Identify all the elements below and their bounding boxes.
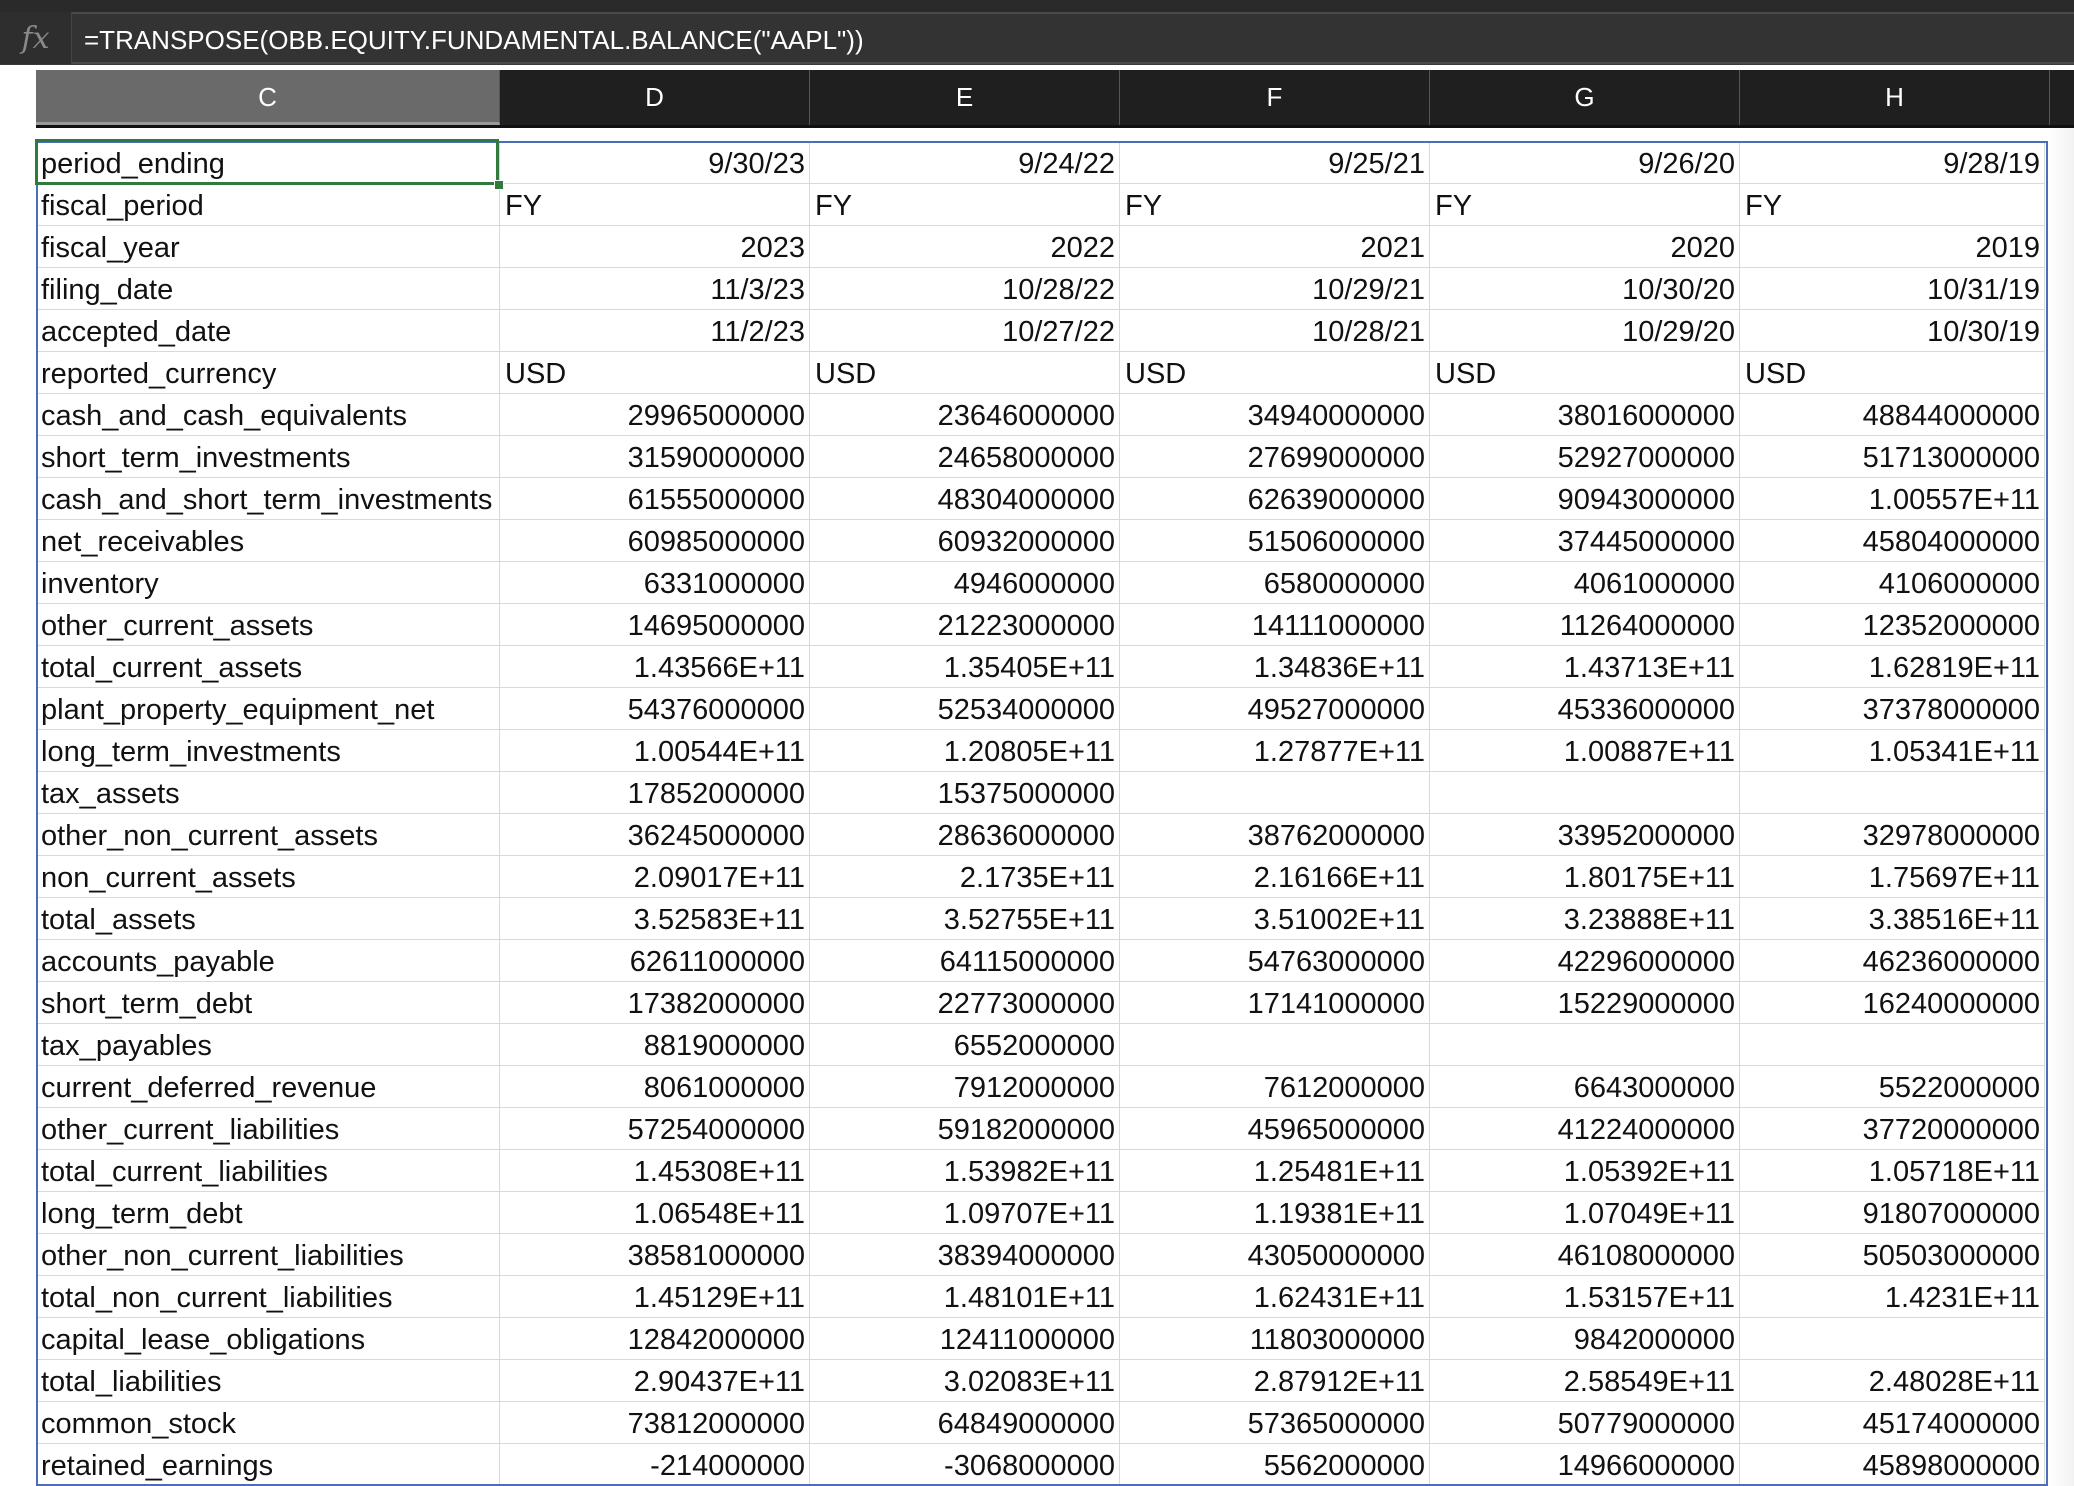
data-cell[interactable]: 59182000000 [810,1108,1120,1150]
row-label-cell[interactable]: cash_and_short_term_investments [36,478,500,520]
data-cell[interactable]: 10/30/20 [1430,268,1740,310]
data-cell[interactable]: 2.48028E+11 [1740,1360,2045,1402]
data-cell[interactable]: 10/31/19 [1740,268,2045,310]
data-cell[interactable]: 45965000000 [1120,1108,1430,1150]
data-cell[interactable]: 49527000000 [1120,688,1430,730]
data-cell[interactable]: USD [1740,352,2045,394]
data-cell[interactable]: 10/29/21 [1120,268,1430,310]
data-cell[interactable]: 10/27/22 [810,310,1120,352]
data-cell[interactable]: 3.52583E+11 [500,898,810,940]
table-row [36,562,2045,604]
data-cell[interactable]: 1.53157E+11 [1430,1276,1740,1318]
row-label-cell[interactable]: plant_property_equipment_net [36,688,500,730]
row-label-cell[interactable]: short_term_debt [36,982,500,1024]
data-cell[interactable]: FY [500,184,810,226]
data-cell[interactable]: 32978000000 [1740,814,2045,856]
row-header-gutter [0,70,36,1486]
data-cell[interactable]: 37445000000 [1430,520,1740,562]
data-cell[interactable]: 14111000000 [1120,604,1430,646]
data-cell[interactable]: 2022 [810,226,1120,268]
row-label-cell[interactable]: inventory [36,562,500,604]
data-cell[interactable]: 1.00557E+11 [1740,478,2045,520]
row-label-cell[interactable]: other_current_liabilities [36,1108,500,1150]
data-cell[interactable]: 1.53982E+11 [810,1150,1120,1192]
data-cell[interactable]: 1.00887E+11 [1430,730,1740,772]
row-label-cell[interactable]: total_assets [36,898,500,940]
data-cell[interactable]: 1.43566E+11 [500,646,810,688]
row-label-cell[interactable]: common_stock [36,1402,500,1444]
data-cell[interactable]: 1.35405E+11 [810,646,1120,688]
data-cell[interactable]: 45174000000 [1740,1402,2045,1444]
data-cell[interactable]: 5522000000 [1740,1066,2045,1108]
data-cell[interactable]: 46108000000 [1430,1234,1740,1276]
data-cell[interactable]: 1.43713E+11 [1430,646,1740,688]
data-cell[interactable]: 90943000000 [1430,478,1740,520]
data-cell[interactable]: 1.45308E+11 [500,1150,810,1192]
data-cell[interactable]: 62639000000 [1120,478,1430,520]
data-cell[interactable]: 2.87912E+11 [1120,1360,1430,1402]
data-cell[interactable]: 1.00544E+11 [500,730,810,772]
table-row [36,1360,2045,1402]
data-cell[interactable]: 4946000000 [810,562,1120,604]
data-cell[interactable]: 1.25481E+11 [1120,1150,1430,1192]
data-cell[interactable]: 15229000000 [1430,982,1740,1024]
data-cell[interactable]: 10/30/19 [1740,310,2045,352]
data-cell[interactable]: 51506000000 [1120,520,1430,562]
data-cell[interactable]: 7912000000 [810,1066,1120,1108]
data-cell[interactable]: 43050000000 [1120,1234,1430,1276]
data-cell[interactable]: 38016000000 [1430,394,1740,436]
table-row [36,772,2045,814]
data-cell[interactable]: 36245000000 [500,814,810,856]
data-cell[interactable] [1740,772,2045,814]
data-cell[interactable]: 91807000000 [1740,1192,2045,1234]
data-cell[interactable]: 6580000000 [1120,562,1430,604]
data-cell[interactable]: USD [1120,352,1430,394]
data-cell[interactable]: 62611000000 [500,940,810,982]
data-cell[interactable]: 2.09017E+11 [500,856,810,898]
table-row [36,1108,2045,1150]
data-cell[interactable]: 60932000000 [810,520,1120,562]
data-cell[interactable]: 21223000000 [810,604,1120,646]
row-label-cell[interactable]: tax_assets [36,772,500,814]
data-cell[interactable]: 50779000000 [1430,1402,1740,1444]
data-cell[interactable]: 54376000000 [500,688,810,730]
row-label-cell[interactable]: total_current_liabilities [36,1150,500,1192]
data-cell[interactable]: 1.80175E+11 [1430,856,1740,898]
data-cell[interactable]: 38394000000 [810,1234,1120,1276]
data-cell[interactable]: 11/3/23 [500,268,810,310]
fill-handle[interactable] [494,180,504,190]
data-cell[interactable] [1120,772,1430,814]
row-label-cell[interactable]: fiscal_period [36,184,500,226]
data-cell[interactable]: 23646000000 [810,394,1120,436]
data-cell[interactable]: 2.1735E+11 [810,856,1120,898]
data-cell[interactable]: USD [500,352,810,394]
data-cell[interactable]: 45336000000 [1430,688,1740,730]
column-header-c[interactable]: C [36,70,500,125]
data-cell[interactable]: 12411000000 [810,1318,1120,1360]
table-row [36,1318,2045,1360]
data-cell[interactable]: 1.4231E+11 [1740,1276,2045,1318]
data-cell[interactable]: 1.62819E+11 [1740,646,2045,688]
column-header-g[interactable]: G [1430,70,1740,125]
data-cell[interactable]: 7612000000 [1120,1066,1430,1108]
table-row [36,1066,2045,1108]
row-label-cell[interactable]: period_ending [36,142,500,184]
row-label-cell[interactable]: fiscal_year [36,226,500,268]
data-cell[interactable]: 10/29/20 [1430,310,1740,352]
data-cell[interactable]: 29965000000 [500,394,810,436]
row-label-cell[interactable]: short_term_investments [36,436,500,478]
data-cell[interactable]: 45898000000 [1740,1444,2045,1486]
data-cell[interactable]: 37720000000 [1740,1108,2045,1150]
table-row [36,436,2045,478]
data-cell[interactable]: 34940000000 [1120,394,1430,436]
data-cell[interactable]: 11803000000 [1120,1318,1430,1360]
table-row [36,268,2045,310]
table-row [36,814,2045,856]
data-cell[interactable]: 61555000000 [500,478,810,520]
table-row [36,310,2045,352]
data-cell[interactable]: 57365000000 [1120,1402,1430,1444]
formula-bar [0,12,2074,65]
data-cell[interactable]: 9/24/22 [810,142,1120,184]
data-cell[interactable]: 3.38516E+11 [1740,898,2045,940]
data-cell[interactable]: 1.06548E+11 [500,1192,810,1234]
formula-input[interactable]: =TRANSPOSE(OBB.EQUITY.FUNDAMENTAL.BALANCE("AAPL")) [72,12,2074,64]
data-cell[interactable] [1430,772,1740,814]
table-row [36,352,2045,394]
data-cell[interactable]: -3068000000 [810,1444,1120,1486]
data-cell[interactable]: 24658000000 [810,436,1120,478]
table-row [36,1024,2045,1066]
data-cell[interactable]: 38581000000 [500,1234,810,1276]
table-row [36,394,2045,436]
data-cell[interactable]: 2021 [1120,226,1430,268]
data-cell[interactable]: 6552000000 [810,1024,1120,1066]
data-cell[interactable]: 60985000000 [500,520,810,562]
data-cell[interactable]: 14966000000 [1430,1444,1740,1486]
table-row [36,184,2045,226]
row-label-cell[interactable]: other_non_current_assets [36,814,500,856]
data-cell[interactable] [1740,1024,2045,1066]
row-label-cell[interactable]: other_non_current_liabilities [36,1234,500,1276]
data-cell[interactable]: 5562000000 [1120,1444,1430,1486]
data-cell[interactable]: 73812000000 [500,1402,810,1444]
data-cell[interactable]: 17852000000 [500,772,810,814]
data-cell[interactable]: 48844000000 [1740,394,2045,436]
data-cell[interactable]: 57254000000 [500,1108,810,1150]
table-row [36,1402,2045,1444]
data-cell[interactable]: 1.34836E+11 [1120,646,1430,688]
data-cell[interactable]: 2.90437E+11 [500,1360,810,1402]
data-cell[interactable]: 51713000000 [1740,436,2045,478]
table-row [36,604,2045,646]
data-cell[interactable]: 1.19381E+11 [1120,1192,1430,1234]
table-row [36,730,2045,772]
row-label-cell[interactable]: accepted_date [36,310,500,352]
data-cell[interactable]: 2.16166E+11 [1120,856,1430,898]
data-cell[interactable]: 17382000000 [500,982,810,1024]
row-label-cell[interactable]: accounts_payable [36,940,500,982]
data-cell[interactable]: 31590000000 [500,436,810,478]
row-label-cell[interactable]: total_current_assets [36,646,500,688]
data-cell[interactable]: 3.02083E+11 [810,1360,1120,1402]
data-cell[interactable]: 38762000000 [1120,814,1430,856]
data-cell[interactable]: 28636000000 [810,814,1120,856]
data-cell[interactable]: 6331000000 [500,562,810,604]
table-row [36,478,2045,520]
data-cell[interactable]: FY [1120,184,1430,226]
table-row [36,1234,2045,1276]
row-label-cell[interactable]: non_current_assets [36,856,500,898]
data-cell[interactable]: FY [1430,184,1740,226]
row-label-cell[interactable]: capital_lease_obligations [36,1318,500,1360]
data-cell[interactable]: 14695000000 [500,604,810,646]
data-cell[interactable]: 8819000000 [500,1024,810,1066]
function-icon[interactable]: fx [0,12,72,64]
spreadsheet-grid [36,142,2045,1486]
data-cell[interactable] [1120,1024,1430,1066]
row-label-cell[interactable]: retained_earnings [36,1444,500,1486]
data-cell[interactable]: 3.52755E+11 [810,898,1120,940]
window-top-strip [0,0,2074,12]
table-row [36,940,2045,982]
data-cell[interactable]: 42296000000 [1430,940,1740,982]
data-cell[interactable]: 17141000000 [1120,982,1430,1024]
data-cell[interactable]: 37378000000 [1740,688,2045,730]
row-label-cell[interactable]: net_receivables [36,520,500,562]
row-label-cell[interactable]: reported_currency [36,352,500,394]
data-cell[interactable] [1430,1024,1740,1066]
data-cell[interactable]: 52534000000 [810,688,1120,730]
data-cell[interactable]: 3.23888E+11 [1430,898,1740,940]
data-cell[interactable]: 2020 [1430,226,1740,268]
row-label-cell[interactable]: current_deferred_revenue [36,1066,500,1108]
table-row [36,1192,2045,1234]
data-cell[interactable]: 11264000000 [1430,604,1740,646]
data-cell[interactable]: 4106000000 [1740,562,2045,604]
data-cell[interactable]: FY [810,184,1120,226]
table-row [36,646,2045,688]
data-cell[interactable]: 27699000000 [1120,436,1430,478]
table-row [36,1276,2045,1318]
table-row [36,688,2045,730]
data-cell[interactable]: 12352000000 [1740,604,2045,646]
table-row [36,520,2045,562]
row-label-cell[interactable]: long_term_investments [36,730,500,772]
table-row [36,982,2045,1024]
row-label-cell[interactable]: tax_payables [36,1024,500,1066]
row-label-cell[interactable]: filing_date [36,268,500,310]
data-cell[interactable]: 64849000000 [810,1402,1120,1444]
data-cell[interactable]: 6643000000 [1430,1066,1740,1108]
data-cell[interactable]: USD [1430,352,1740,394]
data-cell[interactable]: 9/25/21 [1120,142,1430,184]
data-cell[interactable]: 10/28/21 [1120,310,1430,352]
data-cell[interactable]: 46236000000 [1740,940,2045,982]
row-label-cell[interactable]: long_term_debt [36,1192,500,1234]
data-cell[interactable]: 1.07049E+11 [1430,1192,1740,1234]
data-cell[interactable]: 1.05341E+11 [1740,730,2045,772]
table-row [36,856,2045,898]
data-cell[interactable]: 1.05392E+11 [1430,1150,1740,1192]
table-row [36,142,2045,184]
column-header-bar [0,70,2074,128]
data-cell[interactable]: 2.58549E+11 [1430,1360,1740,1402]
data-cell[interactable]: 1.45129E+11 [500,1276,810,1318]
scroll-edge [2048,128,2074,1486]
column-header-f[interactable]: F [1120,70,1430,125]
data-cell[interactable]: 50503000000 [1740,1234,2045,1276]
data-cell[interactable]: 2019 [1740,226,2045,268]
data-cell[interactable]: 12842000000 [500,1318,810,1360]
data-cell[interactable]: 1.75697E+11 [1740,856,2045,898]
row-label-cell[interactable]: cash_and_cash_equivalents [36,394,500,436]
data-cell[interactable]: 16240000000 [1740,982,2045,1024]
data-cell[interactable]: 10/28/22 [810,268,1120,310]
data-cell[interactable]: 33952000000 [1430,814,1740,856]
data-cell[interactable]: 9/28/19 [1740,142,2045,184]
data-cell[interactable]: 1.27877E+11 [1120,730,1430,772]
data-cell[interactable]: 64115000000 [810,940,1120,982]
row-label-cell[interactable]: total_non_current_liabilities [36,1276,500,1318]
data-cell[interactable]: -214000000 [500,1444,810,1486]
table-row [36,1444,2045,1486]
column-header-h[interactable]: H [1740,70,2050,125]
data-cell[interactable]: 1.62431E+11 [1120,1276,1430,1318]
data-cell[interactable]: 11/2/23 [500,310,810,352]
data-cell[interactable]: FY [1740,184,2045,226]
data-cell[interactable]: 1.09707E+11 [810,1192,1120,1234]
data-cell[interactable]: 54763000000 [1120,940,1430,982]
data-cell[interactable]: 48304000000 [810,478,1120,520]
data-cell[interactable]: 1.20805E+11 [810,730,1120,772]
data-cell[interactable]: 9/30/23 [500,142,810,184]
data-cell[interactable]: 1.48101E+11 [810,1276,1120,1318]
table-row [36,226,2045,268]
data-cell[interactable] [1740,1318,2045,1360]
data-cell[interactable]: 2023 [500,226,810,268]
row-label-cell[interactable]: total_liabilities [36,1360,500,1402]
data-cell[interactable]: 45804000000 [1740,520,2045,562]
data-cell[interactable]: 3.51002E+11 [1120,898,1430,940]
column-header-d[interactable]: D [500,70,810,125]
data-cell[interactable]: 1.05718E+11 [1740,1150,2045,1192]
column-header-e[interactable]: E [810,70,1120,125]
data-cell[interactable]: 15375000000 [810,772,1120,814]
data-cell[interactable]: 8061000000 [500,1066,810,1108]
data-cell[interactable]: 4061000000 [1430,562,1740,604]
row-label-cell[interactable]: other_current_assets [36,604,500,646]
table-row [36,1150,2045,1192]
data-cell[interactable]: 22773000000 [810,982,1120,1024]
data-cell[interactable]: 41224000000 [1430,1108,1740,1150]
data-cell[interactable]: 9/26/20 [1430,142,1740,184]
table-row [36,898,2045,940]
data-cell[interactable]: USD [810,352,1120,394]
data-cell[interactable]: 52927000000 [1430,436,1740,478]
data-cell[interactable]: 9842000000 [1430,1318,1740,1360]
